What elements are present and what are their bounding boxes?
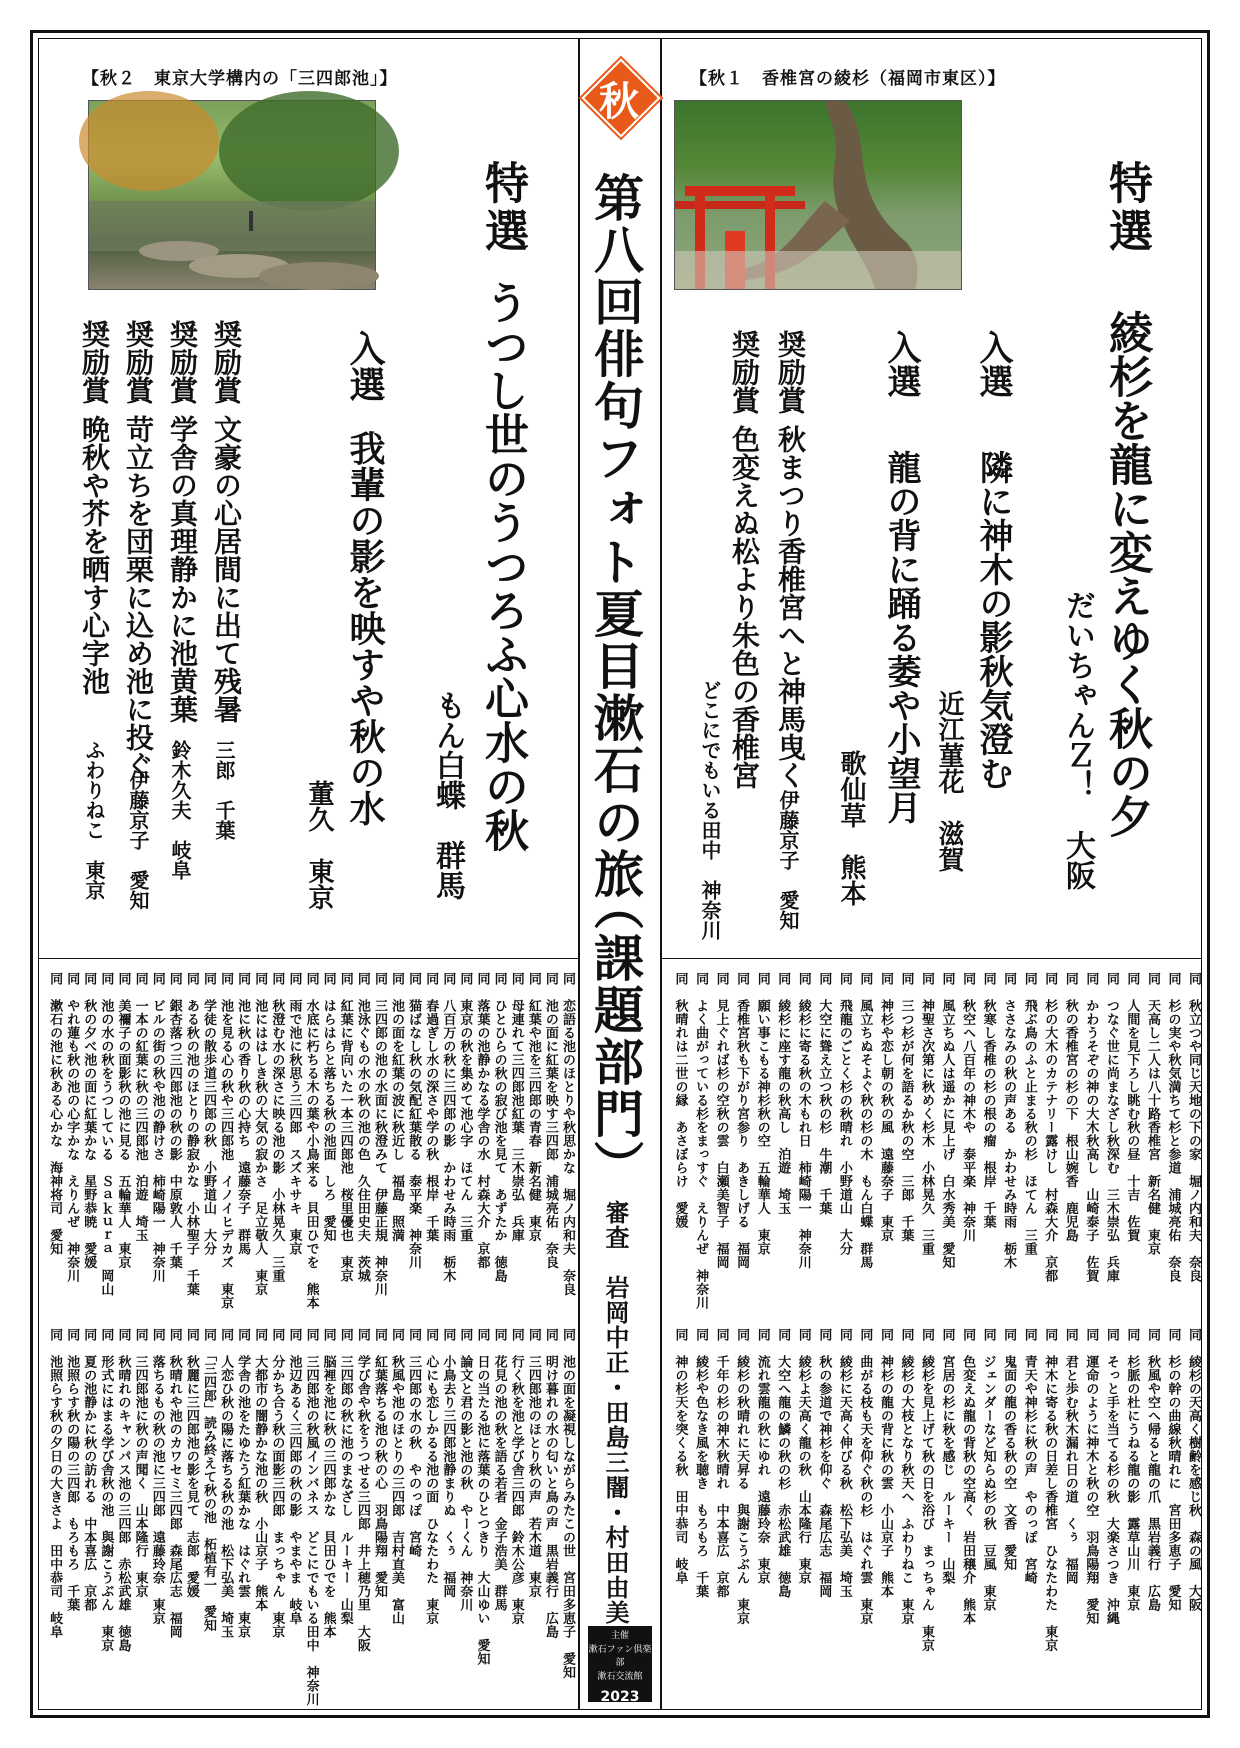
haiku-entry: 同 池辺あるく三四郎の秋の影 やまやま 岐阜 (286, 1328, 302, 1625)
left-grid-top (40, 972, 576, 1310)
haiku-entry: 同 秋風や池のほとりの三四郎 吉村直美 富山 (389, 1328, 405, 1625)
haiku-entry: 同 綾杉を見上げて秋の日を浴び まっちゃん 東京 (919, 1328, 934, 1652)
left-shorei-1-author: 三郎 千葉 (212, 740, 236, 840)
haiku-entry: 同 落葉の池静かなる学舎の水 村森大介 京都 (474, 972, 490, 1269)
left-shorei-3-label: 奨励賞 (122, 320, 155, 404)
haiku-entry: 同 美禰子の面影秋の池に見る 五輪華人 東京 (115, 972, 131, 1269)
haiku-entry: 同 ビルの街の秋や池の静けさ 柿崎陽一 神奈川 (149, 972, 165, 1283)
right-nyusen-1-author: 近江菫花 滋賀 (934, 690, 964, 872)
left-nyusen-1-author: 董久 東京 (304, 780, 334, 910)
haiku-entry: 同 明け暮れの水の匂いと鳥の声 黒岩義行 広島 (542, 1328, 558, 1639)
haiku-entry: 同 杉の大木のカテナリー露けし 村森大介 京都 (1042, 972, 1058, 1283)
haiku-entry: 同 綾杉に天高く伸びる秋 松下弘美 埼玉 (836, 1328, 852, 1598)
right-tokusen-author: だいちゃんＺ！ 大阪 (1060, 590, 1095, 890)
haiku-entry: 同 綾杉よ天高く龍の秋 山本隆行 東京 (795, 1328, 811, 1585)
haiku-entry: 同 やれ蓮も秋の池の心字かな えりんぜ 神奈川 (64, 972, 80, 1283)
haiku-entry: 同 飛龍のごとく杉の秋晴れ 小野道山 大分 (836, 972, 852, 1256)
haiku-entry: 同 三四郎池に秋の声聞く 山本隆行 東京 (132, 1328, 148, 1598)
haiku-entry: 同 かわうそぞの神の大木秋高し 山崎泰子 佐賀 (1083, 972, 1099, 1283)
haiku-entry: 同 日の当たる池に落葉のひとつきり 大山ゆい 愛知 (474, 1328, 490, 1666)
haiku-entry: 同 池にははしき秋の大気の寂かさ 足立敬人 東京 (252, 972, 268, 1296)
haiku-entry: 同 池照らす秋の夕日の大きさよ 田中恭司 岐阜 (47, 1328, 63, 1639)
left-grid-separator (38, 958, 578, 959)
haiku-entry: 同 運命のように神木と秋の空 羽鳥陽翔 愛知 (1083, 1328, 1099, 1625)
haiku-entry: 同 小鳥去り三四郎池静まりぬ くぅ 福岡 (440, 1328, 456, 1598)
haiku-entry: 同 東京の秋を集めて池心字 ほてん 三重 (457, 972, 473, 1242)
haiku-entry: 同 ある秋の池のほとりの静寂かな 小林聖子 千葉 (183, 972, 199, 1296)
haiku-entry: 同 雨で池に秋思う三四郎 スズキサキ 東京 (286, 972, 302, 1256)
haiku-entry: 同 「三四郎」読み終えて秋の池 柘植有一 愛知 (200, 1328, 216, 1632)
haiku-entry: 同 綾杉の大枝となり秋天へ ふわりねこ 東京 (898, 1328, 914, 1625)
haiku-entry: 同 秋の参道で神杉を仰ぐ 森尾広志 福岡 (816, 1328, 832, 1598)
haiku-entry: 同 人恋ひ秋の陽に落ちる秋の池 松下弘美 埼玉 (218, 1328, 234, 1639)
haiku-entry: 同 曲がる枝も天を仰ぐ秋の杉 はぐれ雲 東京 (857, 1328, 873, 1625)
haiku-entry: 同 論文と君の影と池の秋 やーくん 神奈川 (457, 1328, 473, 1612)
haiku-entry: 同 秋の夕べ池の面に紅葉かな 星野恭暁 愛媛 (81, 972, 97, 1269)
haiku-entry: 同 三四郎の秋に池のまなざし ルーキー 山梨 (337, 1328, 353, 1625)
haiku-entry: 同 そっと手を当てる杉の秋 大楽さつき 沖縄 (1103, 1328, 1119, 1625)
haiku-entry: 同 人間を見下ろし眺む秋の昼 十吉 佐賀 (1124, 972, 1140, 1242)
haiku-entry: 同 香椎宮秋も下がり宮参り あきしげる 福岡 (734, 972, 750, 1269)
haiku-entry: 同 天高し二人は八十路香椎宮 新名健 東京 (1144, 972, 1160, 1256)
left-shorei-2-haiku: 学舎の真理静かに池黄葉 (166, 415, 199, 723)
left-shorei-2-author: 鈴木久夫 岐阜 (168, 740, 192, 880)
organizer-2: 漱石交流館 (597, 1671, 643, 1682)
left-shorei-4-label: 奨励賞 (78, 320, 111, 404)
left-shorei-3-author: 伊藤京子 愛知 (126, 770, 150, 910)
haiku-entry: 同 落ちるもの秋の池に三四郎 遠藤玲奈 東京 (149, 1328, 165, 1625)
haiku-entry: 同 色変えぬ龍の背秋の空高く 岩田穣介 熊本 (960, 1328, 976, 1625)
haiku-entry: 同 綾杉や色なき風を聴き もろもろ 千葉 (693, 1328, 709, 1598)
right-nyusen-2-haiku: 龍の背に踊る萎や小望月 (881, 450, 921, 824)
left-nyusen-1-haiku: 我輩の影を映すや秋の水 (344, 430, 385, 826)
organizer-1: 漱石ファン倶楽部 (588, 1644, 652, 1668)
haiku-entry: 同 願い事こもる神杉秋の空 五輪華人 東京 (754, 972, 770, 1256)
haiku-entry: 同 大空へ龍の鱗の秋の杉 赤松武雄 徳島 (775, 1328, 791, 1598)
left-shorei-2-label: 奨励賞 (166, 320, 199, 404)
haiku-entry: 同 神聖さ次第に秋めく杉木 小林晃久 三重 (919, 972, 934, 1256)
autumn-badge (583, 60, 655, 132)
haiku-entry: 同 杉脈の杜にうねる龍の影 露草山川 東京 (1124, 1328, 1140, 1612)
haiku-entry: 同 三つ杉が何を語るか秋の空 三郎 千葉 (898, 972, 914, 1242)
left-grid-bottom (40, 1328, 576, 1706)
haiku-entry: 同 形式にはまる学び舎秋の池 與謝こうぶん 東京 (98, 1328, 114, 1652)
haiku-entry: 同 つなぐ世に尚まなざし秋深む 三木崇弘 兵庫 (1103, 972, 1119, 1283)
haiku-entry: 同 池の面を紅葉の波に秋近し 福島 照満 (389, 972, 405, 1242)
haiku-entry: 同 神木に寄る秋の日差し香椎宮 ひなたわた 東京 (1042, 1328, 1058, 1652)
haiku-entry: 同 神の杉天を突くる秋 田中恭司 岐阜 (672, 1328, 688, 1585)
left-caption: 【秋２ 東京大学構内の「三四郎池」】 (82, 69, 398, 89)
haiku-entry: 同 秋風や空へ帰ると龍の爪 黒岩義行 広島 (1144, 1328, 1160, 1612)
haiku-entry: 同 千年の杉の神木秋晴れ 中本喜広 京都 (713, 1328, 729, 1598)
left-shorei-1-haiku: 文豪の心居間に出て残暑 (210, 415, 243, 723)
left-tokusen-label: 特選 (477, 160, 528, 256)
haiku-entry: 同 夏の池静かに秋の訪れる 中本喜広 京都 (81, 1328, 97, 1612)
right-tokusen-label: 特選 (1101, 160, 1152, 256)
haiku-entry: 同 青天や神杉に秋の声 やのっぽ 宮崎 (1021, 1328, 1037, 1585)
haiku-entry: 同 春過ぎし水の深さや学の秋 根岸 千葉 (423, 972, 439, 1242)
haiku-entry: 同 よく曲がっている杉をまっすぐ えりんぜ 神奈川 (693, 972, 709, 1310)
left-shorei-3-haiku: 苛立ちを団栗に込め池に投ぐ (122, 415, 155, 779)
haiku-entry: 同 宮居の杉に秋を感じ ルーキー 山梨 (939, 1328, 955, 1585)
right-nyusen-1-haiku: 隣に神木の影秋気澄む (973, 450, 1013, 790)
right-nyusen-2-author: 歌仙草 熊本 (836, 750, 866, 906)
haiku-entry: 同 秋澄む水の深さに映る池の影 小林晃久 三重 (269, 972, 285, 1283)
haiku-entry: 同 池泳ぐもの水の秋の池の色 久住田史夫 茨城 (354, 972, 370, 1283)
right-shorei-2-label: 奨励賞 (728, 330, 761, 414)
right-grid-separator (662, 958, 1202, 959)
center-divider-left (578, 38, 580, 1710)
haiku-entry: 同 三四郎の池の水面に秋澄みて 伊藤正規 神奈川 (371, 972, 387, 1296)
organizer-label: 主催 (610, 1631, 629, 1641)
right-grid-top (662, 972, 1202, 1310)
right-shorei-2-author: どこにでもいる田中 神奈川 (698, 680, 722, 940)
year: 2023 (600, 1689, 640, 1705)
haiku-entry: 同 紅葉に背向いた一本三四郎池 桜里優也 東京 (337, 972, 353, 1283)
haiku-entry: 同 漱石の池に秋ある心かな 海神将司 愛知 (47, 972, 63, 1256)
haiku-entry: 同 大都市の闇静かな池の秋 小山京子 熊本 (252, 1328, 268, 1612)
haiku-entry: 同 風立ちぬそよぐ秋の杉の木 もん白蝶 群馬 (857, 972, 873, 1269)
haiku-entry: 同 分かち合う秋の面影三四郎 まっちゃん 東京 (269, 1328, 285, 1639)
haiku-entry: 同 水底に朽ちる木の葉や小鳥来る 貝田ひでを 熊本 (303, 972, 319, 1310)
haiku-entry: 同 綾杉に座す龍の秋高し 泊遊 埼玉 (775, 972, 791, 1215)
haiku-entry: 同 八百万の秋に三四郎の影 かわせみ時雨 栃木 (440, 972, 456, 1283)
haiku-entry: 同 君と歩む秋木漏れ日の道 くぅ 福岡 (1062, 1328, 1078, 1585)
haiku-entry: 同 鬼面の龍の香る秋の空 文香 愛知 (1001, 1328, 1017, 1571)
haiku-entry: 同 秋立つや同じ天地の下の家 堀ノ内和夫 奈良 (1186, 972, 1201, 1283)
left-shorei-4-haiku: 晩秋や芥を晒す心字池 (78, 415, 111, 695)
left-photo (88, 100, 376, 290)
haiku-entry: 同 池照らす秋の陽の三四郎 もろもろ 千葉 (64, 1328, 80, 1612)
haiku-entry: 同 行く秋を池と学び舎三四郎 鈴木公彦 東京 (508, 1328, 524, 1625)
left-nyusen-1-label: 入選 (344, 330, 385, 402)
haiku-entry: 同 秋空へ八百年の神木や 泰平楽 神奈川 (960, 972, 976, 1242)
haiku-entry: 同 心にも恋しかるる池の面 ひなたわた 東京 (423, 1328, 439, 1625)
haiku-entry: 同 学徒の散歩道三四郎の秋 小野道山 大分 (200, 972, 216, 1256)
haiku-entry: 同 池の面を凝視しながらみたこの世 宮田多恵子 愛知 (560, 1328, 575, 1679)
right-grid-bottom (662, 1328, 1202, 1668)
haiku-entry: 同 三四郎の水の秋 やのっぽ 宮崎 (406, 1328, 422, 1558)
haiku-entry: 同 秋の香椎宮の杉の下 根山婉香 鹿児島 (1062, 972, 1078, 1242)
right-nyusen-1-label: 入選 (973, 330, 1013, 398)
page-title: 第八回俳句フォト夏目漱石の旅 (586, 172, 644, 900)
haiku-entry: 同 大空に聳え立つ秋の杉 牛潮 千葉 (816, 972, 832, 1215)
page-subtitle: （課題部門） (586, 880, 644, 1192)
haiku-entry: 同 杉の実や秋気満ちて杉と参道 浦城亮佑 奈良 (1165, 972, 1181, 1283)
haiku-entry: 同 綾杉に寄る秋の木もれ日 柿崎陽一 神奈川 (795, 972, 811, 1269)
haiku-entry: 同 ひとひらの秋の寂び池を見て あずたか 徳島 (491, 972, 507, 1283)
haiku-entry: 同 猫ばなし秋の気配紅葉散る 泰平楽 神奈川 (406, 972, 422, 1269)
haiku-entry: 同 池に秋の香り秋の心持ち 遠藤奈子 群馬 (235, 972, 251, 1256)
left-shorei-4-author: ふわりねこ 東京 (82, 740, 106, 900)
haiku-entry: 同 綾杉の秋晴れに天昇る 與謝こうぶん 東京 (734, 1328, 750, 1625)
haiku-entry: 同 脳裡を池に秋の三四郎かな 貝田ひでを 熊本 (320, 1328, 336, 1639)
badge-text: 秋 (599, 79, 639, 125)
haiku-entry: 同 杉の幹の曲線秋晴れに 宮田多恵子 愛知 (1165, 1328, 1181, 1612)
haiku-entry: 同 紅葉や池を三四郎の青春 新名健 東京 (525, 972, 541, 1242)
left-shorei-1-label: 奨励賞 (210, 320, 243, 404)
organizer-box (588, 1626, 652, 1705)
right-photo (674, 100, 962, 290)
right-nyusen-2-label: 入選 (881, 330, 921, 398)
haiku-entry: 同 流れ雲龍の秋にゆれ 遠藤玲奈 東京 (754, 1328, 770, 1585)
haiku-entry: 同 秋晴れは二世の縁 あさぼらけ 愛媛 (672, 972, 688, 1229)
right-shorei-1-author: 伊藤京子 愛知 (776, 790, 800, 930)
haiku-entry: 同 母連れて三四郎池紅葉 三木崇弘 兵庫 (508, 972, 524, 1242)
right-shorei-2-haiku: 色変えぬ松より朱色の香椎宮 (728, 425, 761, 789)
haiku-entry: 同 恋語る池のほとりや秋思かな 堀ノ内和夫 奈良 (560, 972, 575, 1296)
haiku-entry: 同 学び舎や秋をうつせる三四郎 井上穂乃里 大阪 (354, 1328, 370, 1652)
haiku-entry: 同 紅葉落ちる池の秋の心 羽鳥陽翔 愛知 (371, 1328, 387, 1598)
haiku-entry: 同 綾杉の天高く樹齢を感じ秋 森の風 大阪 (1186, 1328, 1201, 1612)
haiku-entry: 同 学舎の池をたゆたう紅葉かな はぐれ雲 東京 (235, 1328, 251, 1639)
haiku-entry: 同 神杉や恋し朝の秋の風 遠藤奈子 東京 (877, 972, 893, 1242)
haiku-entry: 同 神杉の龍の背に秋の雲 小山京子 熊本 (877, 1328, 893, 1598)
haiku-entry: 同 池を見る心の秋や三四郎池 イノイヒデカズ 東京 (218, 972, 234, 1310)
haiku-entry: 同 飛ぶ鳥のふと止まる秋の杉 ほてん 三重 (1021, 972, 1037, 1256)
left-tokusen-haiku: うつし世のうつろふ心水の秋 (477, 280, 528, 852)
haiku-entry: 同 一本の紅葉に秋の三四郎池 泊遊 埼玉 (132, 972, 148, 1242)
haiku-entry: 同 ささなみの秋の声ある かわせみ時雨 栃木 (1001, 972, 1017, 1269)
right-tokusen-haiku: 綾杉を龍に変えゆく秋の夕 (1101, 310, 1152, 838)
haiku-entry: 同 ジェンダーなど知らぬ杉の秋 豆風 東京 (980, 1328, 996, 1612)
haiku-entry: 同 秋晴れや池のカワセミ三四郎 森尾広志 福岡 (166, 1328, 182, 1639)
right-shorei-1-label: 奨励賞 (774, 330, 807, 414)
haiku-entry: 同 花見の池の秋を語る若者 金子浩美 群馬 (491, 1328, 507, 1612)
haiku-entry: 同 風立ちぬ人は遥かに見上げ 白水秀美 愛知 (939, 972, 955, 1269)
haiku-entry: 同 銀杏落つ三四郎池の秋の影 中原敦人 千葉 (166, 972, 182, 1269)
right-shorei-1-haiku: 秋まつり香椎宮へと神馬曳く (774, 425, 807, 789)
haiku-entry: 同 池の面に紅葉を映す三四郎 浦城亮佑 奈良 (542, 972, 558, 1269)
haiku-entry: 同 秋麗に三四郎池の影を見て 志郎 愛媛 (183, 1328, 199, 1598)
left-tokusen-author: もん白蝶 群馬 (430, 690, 465, 900)
haiku-entry: 同 池の水の秋をうつしている Ｓａｋｕｒａ 岡山 (98, 972, 114, 1296)
haiku-entry: 同 秋寒し香椎の杉の根の瘤 根岸 千葉 (980, 972, 996, 1229)
haiku-entry: 同 はらはらと落ちる秋の池面 しろ 愛知 (320, 972, 336, 1242)
haiku-entry: 同 三四郎池の秋風インバネス どこにでもいる田中 神奈川 (303, 1328, 319, 1706)
judges: 審査 岩岡中正・田島三闇・村田由美 (601, 1200, 629, 1625)
right-caption: 【秋１ 香椎宮の綾杉（福岡市東区）】 (690, 69, 1006, 89)
haiku-entry: 同 秋晴れのキャンパス池の三四郎 赤松武雄 徳島 (115, 1328, 131, 1652)
haiku-entry: 同 見上ぐれば杉の空秋の雲 白瀬美智子 福岡 (713, 972, 729, 1269)
haiku-entry: 同 三四郎池のほとり秋の声 若木道 東京 (525, 1328, 541, 1598)
